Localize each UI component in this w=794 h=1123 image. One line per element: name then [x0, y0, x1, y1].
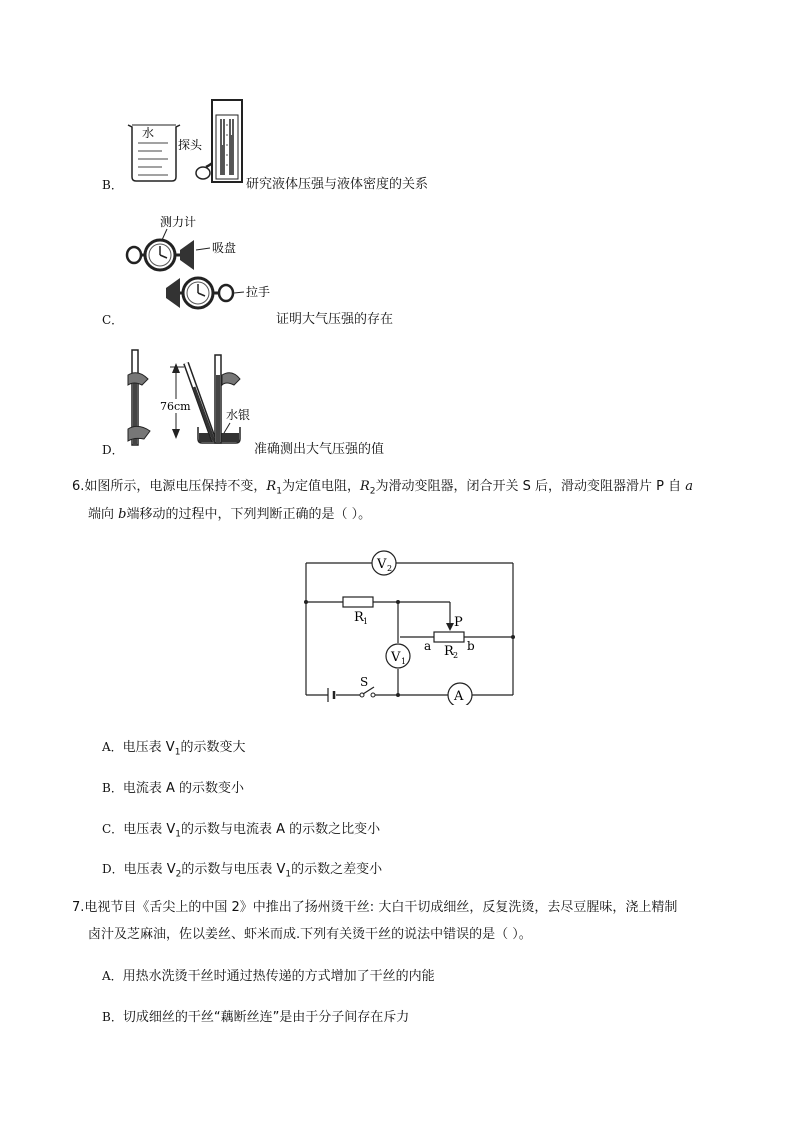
question-number: 7.	[72, 900, 85, 915]
spring-scale-label: 测力计	[160, 215, 197, 229]
q7-option-a[interactable]: A．用热水洗烫干丝时通过热传递的方式增加了干丝的内能	[102, 969, 435, 984]
r1-label: R	[354, 610, 364, 625]
pressure-gauge-figure	[120, 95, 250, 190]
terminal-a-label: a	[424, 639, 432, 653]
switch-label: S	[360, 675, 369, 689]
option-letter: C．	[102, 313, 124, 327]
svg-text:1: 1	[363, 617, 369, 626]
water-label: 水	[142, 126, 155, 140]
terminal-b-label: b	[467, 639, 475, 653]
question-6-line-2: 端向 b端移动的过程中，下列判断正确的是（ ）。	[88, 507, 372, 522]
svg-text:2: 2	[453, 651, 459, 660]
q6-option-d[interactable]: D．电压表 $V_2$的示数与电压表 $V_1$的示数之差变小	[102, 862, 383, 880]
q7-option-b[interactable]: B．切成细丝的干丝“藕断丝连”是由于分子间存在斥力	[102, 1010, 410, 1025]
option-letter: B．	[102, 178, 123, 192]
svg-text:2: 2	[387, 564, 393, 573]
q6-option-b[interactable]: B．电流表 A 的示数变小	[102, 781, 244, 796]
question-number: 6.	[72, 479, 85, 494]
question-7-line-2: 卤汁及芝麻油，佐以姜丝、虾米而成.下列有关烫干丝的说法中错误的是（ ）。	[88, 927, 532, 942]
v2-label: V	[377, 557, 387, 572]
handle-label: 拉手	[246, 285, 271, 299]
probe-label: 探头	[178, 138, 203, 152]
slider-arrow-icon	[446, 623, 454, 631]
slider-p-label: P	[454, 615, 463, 630]
height-76cm-label: 76cm	[160, 400, 191, 413]
suction-cup-figure	[122, 210, 282, 320]
option-letter: D．	[102, 443, 124, 457]
circuit-diagram	[300, 545, 520, 705]
suction-cup-label: 吸盘	[212, 241, 237, 255]
mercury-label: 水银	[226, 408, 251, 422]
question-6-line-1: 6.如图所示，电源电压保持不变，$R_1$为定值电阻，$R_2$为滑动变阻器，闭合开关 S 后，滑动变阻器滑片 P 自 a	[72, 479, 694, 497]
question-7-line-1: 7.电视节目《舌尖上的中国 2》中推出了扬州烫干丝: 大白干切成细丝，反复洗烫，去尽豆腥味，浇上精制	[72, 900, 678, 915]
ammeter-label: A	[454, 689, 464, 704]
option-d-caption: 准确测出大气压强的值	[254, 442, 385, 457]
option-b-caption: 研究液体压强与液体密度的关系	[246, 177, 429, 192]
torricelli-figure	[118, 345, 258, 450]
r2-label: R	[444, 644, 454, 659]
svg-text:1: 1	[401, 657, 407, 666]
v1-label: V	[391, 650, 401, 665]
option-c-caption: 证明大气压强的存在	[276, 312, 394, 327]
q6-option-a[interactable]: A．电压表 $V_1$的示数变大	[102, 740, 246, 758]
q6-option-c[interactable]: C．电压表 $V_1$的示数与电流表 A 的示数之比变小	[102, 822, 381, 840]
